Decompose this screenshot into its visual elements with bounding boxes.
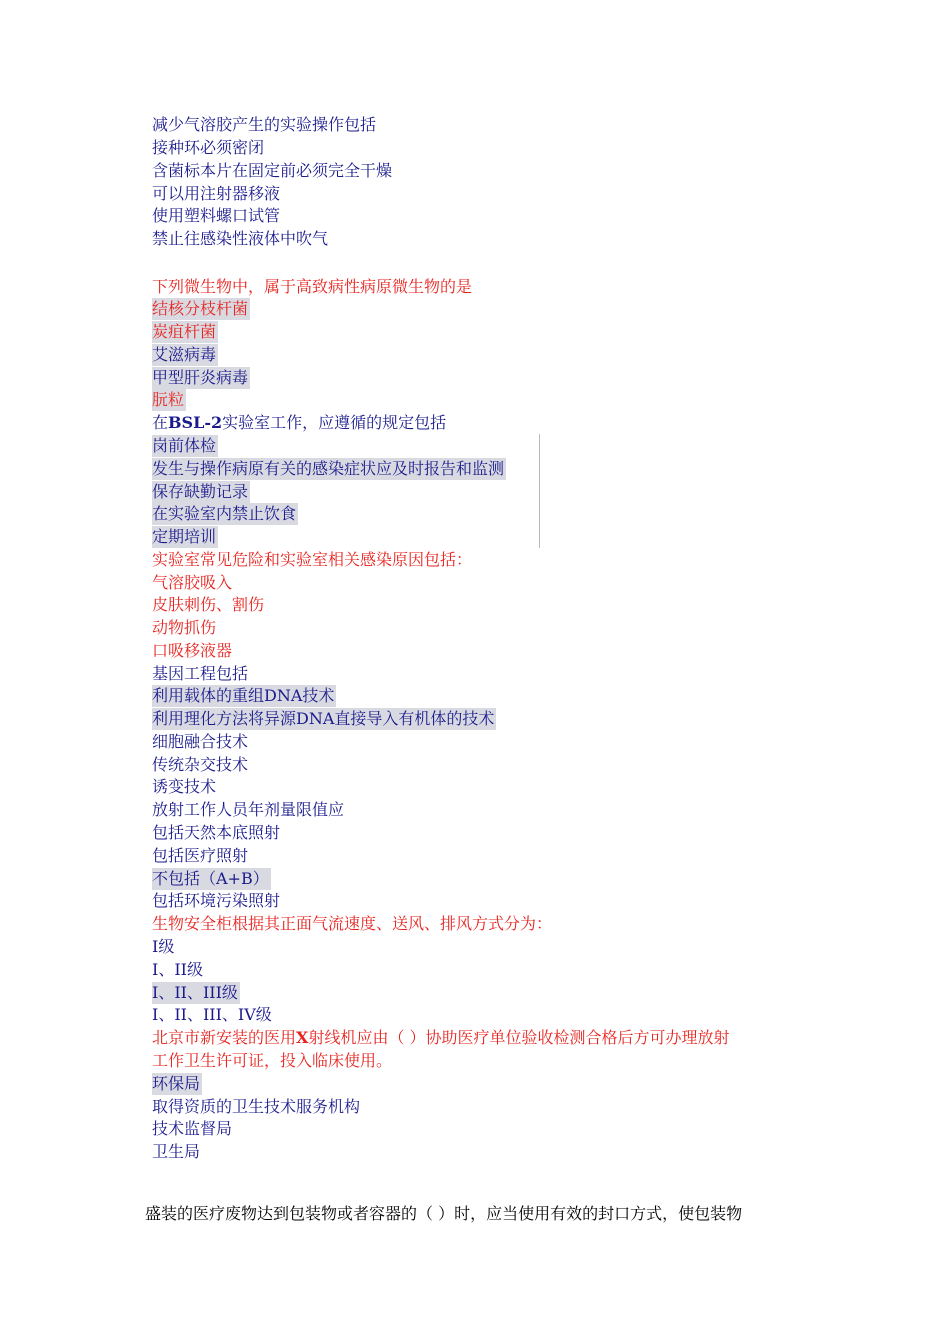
question-1-title: 减少气溶胶产生的实验操作包括 (152, 115, 377, 134)
question-8-option-highlighted: 环保局 (152, 1074, 201, 1093)
question-8-option: 取得资质的卫生技术服务机构 (152, 1097, 361, 1116)
question-4-option: 动物抓伤 (152, 618, 217, 637)
question-8-title-continued: 工作卫生许可证，投入临床使用。 (152, 1051, 393, 1070)
question-6-option: 包括医疗照射 (152, 846, 249, 865)
question-2-option-highlighted: 结核分枝杆菌 (152, 299, 249, 318)
question-6-option: 包括天然本底照射 (152, 823, 281, 842)
question-4-option: 气溶胶吸入 (152, 573, 233, 592)
question-1-option: 禁止往感染性液体中吹气 (152, 229, 329, 248)
question-7-title: 生物安全柜根据其正面气流速度、送风、排风方式分为： (152, 914, 553, 933)
question-5-option: 诱变技术 (152, 777, 217, 796)
question-4-option: 口吸移液器 (152, 641, 233, 660)
question-8-title (152, 1027, 730, 1049)
question-3-option-highlighted: 保存缺勤记录 (152, 482, 249, 501)
text-selection-edge (539, 434, 540, 548)
title-prefix: 北京市新安装的医用 (152, 1028, 297, 1047)
title-prefix: 在 (152, 413, 169, 432)
question-4-title: 实验室常见危险和实验室相关感染原因包括： (152, 550, 473, 569)
question-2-option-highlighted: 甲型肝炎病毒 (152, 368, 249, 387)
question-5-option-highlighted: 利用理化方法将异源DNA直接导入有机体的技术 (152, 709, 495, 728)
question-9-title: 盛装的医疗废物达到包装物或者容器的（ ）时，应当使用有效的封口方式，使包装物 (145, 1204, 743, 1223)
question-7-option: I、II级 (152, 960, 203, 979)
title-suffix: 射线机应由（ ）协助医疗单位验收检测合格后方可办理放射 (308, 1028, 730, 1047)
question-4-option: 皮肤刺伤、割伤 (152, 595, 265, 614)
question-2-option-highlighted: 艾滋病毒 (152, 345, 217, 364)
title-bold: BSL-2 (168, 413, 223, 432)
question-2-option-highlighted: 炭疽杆菌 (152, 322, 217, 341)
question-7-option-highlighted: I、II、III级 (152, 983, 238, 1002)
question-7-option: I、II、III、IV级 (152, 1005, 272, 1024)
question-3-option-highlighted: 定期培训 (152, 527, 217, 546)
question-7-option: I级 (152, 937, 175, 956)
question-5-option: 细胞融合技术 (152, 732, 249, 751)
question-5-option: 传统杂交技术 (152, 755, 249, 774)
question-2-option-highlighted: 朊粒 (152, 390, 185, 409)
question-6-option: 包括环境污染照射 (152, 891, 281, 910)
question-5-option-highlighted: 利用载体的重组DNA技术 (152, 686, 335, 705)
question-2-title: 下列微生物中，属于高致病性病原微生物的是 (152, 277, 473, 296)
question-6-option-highlighted: 不包括（A+B） (152, 869, 269, 888)
question-3-option-highlighted: 发生与操作病原有关的感染症状应及时报告和监测 (152, 459, 505, 478)
question-8-option: 技术监督局 (152, 1119, 233, 1138)
question-6-title: 放射工作人员年剂量限值应 (152, 800, 345, 819)
question-1-option: 可以用注射器移液 (152, 184, 281, 203)
question-1-option: 含菌标本片在固定前必须完全干燥 (152, 161, 393, 180)
question-3-title (152, 412, 446, 434)
question-1-option: 接种环必须密闭 (152, 138, 265, 157)
title-suffix: 实验室工作，应遵循的规定包括 (222, 413, 447, 432)
question-1-option: 使用塑料螺口试管 (152, 206, 281, 225)
question-8-option: 卫生局 (152, 1142, 201, 1161)
question-3-option-highlighted: 岗前体检 (152, 436, 217, 455)
question-5-title: 基因工程包括 (152, 664, 249, 683)
title-bold: X (296, 1028, 309, 1047)
question-3-option-highlighted: 在实验室内禁止饮食 (152, 504, 297, 523)
